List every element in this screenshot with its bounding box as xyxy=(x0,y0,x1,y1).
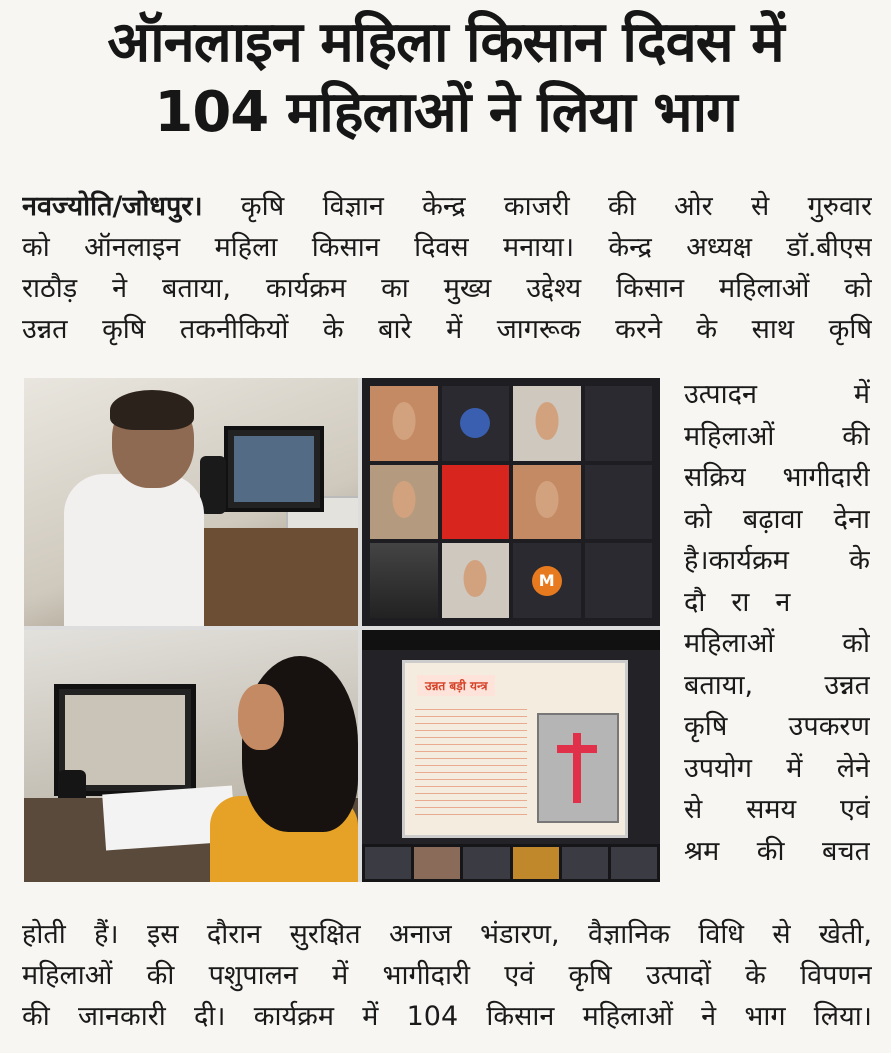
video-tile xyxy=(585,465,653,540)
speaker xyxy=(200,456,226,514)
photo-man-at-computer xyxy=(24,378,358,626)
headline-line-2: 104 महिलाओं ने लिया भाग xyxy=(154,80,737,145)
headline-line-1: ऑनलाइन महिला किसान दिवस में xyxy=(107,10,784,75)
side-line: दौरान xyxy=(684,586,817,618)
closing-line-1: होती हैं। इस दौरान सुरक्षित अनाज भंडारण, वैज्ञानिक विधि से खेती, xyxy=(22,919,872,950)
side-line: उत्पादन में xyxy=(684,379,870,410)
side-line: महिलाओं को xyxy=(684,628,870,659)
video-tile xyxy=(585,543,653,618)
photo-woman-at-computer xyxy=(24,630,358,882)
side-line: महिलाओं की xyxy=(684,420,870,452)
intro-line-2: को ऑनलाइन महिला किसान दिवस मनाया। केन्द्र अध्यक्ष डॉ.बीएस xyxy=(22,232,872,263)
man-hair xyxy=(110,390,194,430)
presentation-slide xyxy=(402,660,628,838)
closing-line-2: महिलाओं की पशुपालन में भागीदारी एवं कृषि उत्पादों के विपणन xyxy=(22,960,872,991)
intro-line-4: उन्नत कृषि तकनीकियों के बारे में जागरूक करने के साथ कृषि xyxy=(22,314,872,345)
participant-avatar xyxy=(460,408,490,438)
participant-avatar-m: M xyxy=(532,566,562,596)
video-tile xyxy=(442,465,510,540)
closing-line-3: की जानकारी दी। कार्यक्रम में 104 किसान महिलाओं ने भाग लिया। xyxy=(22,1001,872,1032)
slide-text xyxy=(415,703,527,821)
video-tile xyxy=(370,386,438,461)
video-tile xyxy=(513,465,581,540)
monitor xyxy=(224,426,324,512)
video-tile xyxy=(442,386,510,461)
video-tile xyxy=(513,386,581,461)
intro-line-3: राठौड़ ने बताया, कार्यक्रम का मुख्य उद्देश्य किसान महिलाओं को xyxy=(22,273,872,304)
video-tile xyxy=(442,543,510,618)
side-line: उपयोग में लेने xyxy=(684,752,870,784)
video-tile xyxy=(513,543,581,618)
side-line: को बढ़ावा देना xyxy=(684,503,870,535)
photo-video-call-grid xyxy=(362,378,660,626)
photo-collage xyxy=(24,378,660,882)
slide-title: उन्नत बड़ी यन्त्र xyxy=(417,675,495,696)
man-body xyxy=(64,474,204,626)
video-tile xyxy=(370,543,438,618)
side-line: बताया, उन्नत xyxy=(684,669,870,701)
presentation-top-bar xyxy=(362,630,660,650)
side-column-text xyxy=(684,374,870,872)
side-line: कृषि उपकरण xyxy=(684,711,870,742)
video-tile xyxy=(585,386,653,461)
byline: नवज्योति/जोधपुर। xyxy=(22,191,203,222)
intro-line-1 xyxy=(22,186,872,227)
participant-thumbnails xyxy=(362,844,660,882)
woman-face xyxy=(238,684,284,750)
headline xyxy=(0,8,891,148)
side-line: श्रम की बचत xyxy=(684,835,870,867)
side-line: है।कार्यक्रम के xyxy=(684,545,870,576)
slide-image xyxy=(537,713,619,823)
side-line: सक्रिय भागीदारी xyxy=(684,462,870,493)
side-line: से समय एवं xyxy=(684,794,870,825)
intro-line-1-text: कृषि विज्ञान केन्द्र काजरी की ओर से गुरुवार xyxy=(240,191,872,222)
video-tile xyxy=(370,465,438,540)
photo-presentation-screen xyxy=(362,630,660,882)
